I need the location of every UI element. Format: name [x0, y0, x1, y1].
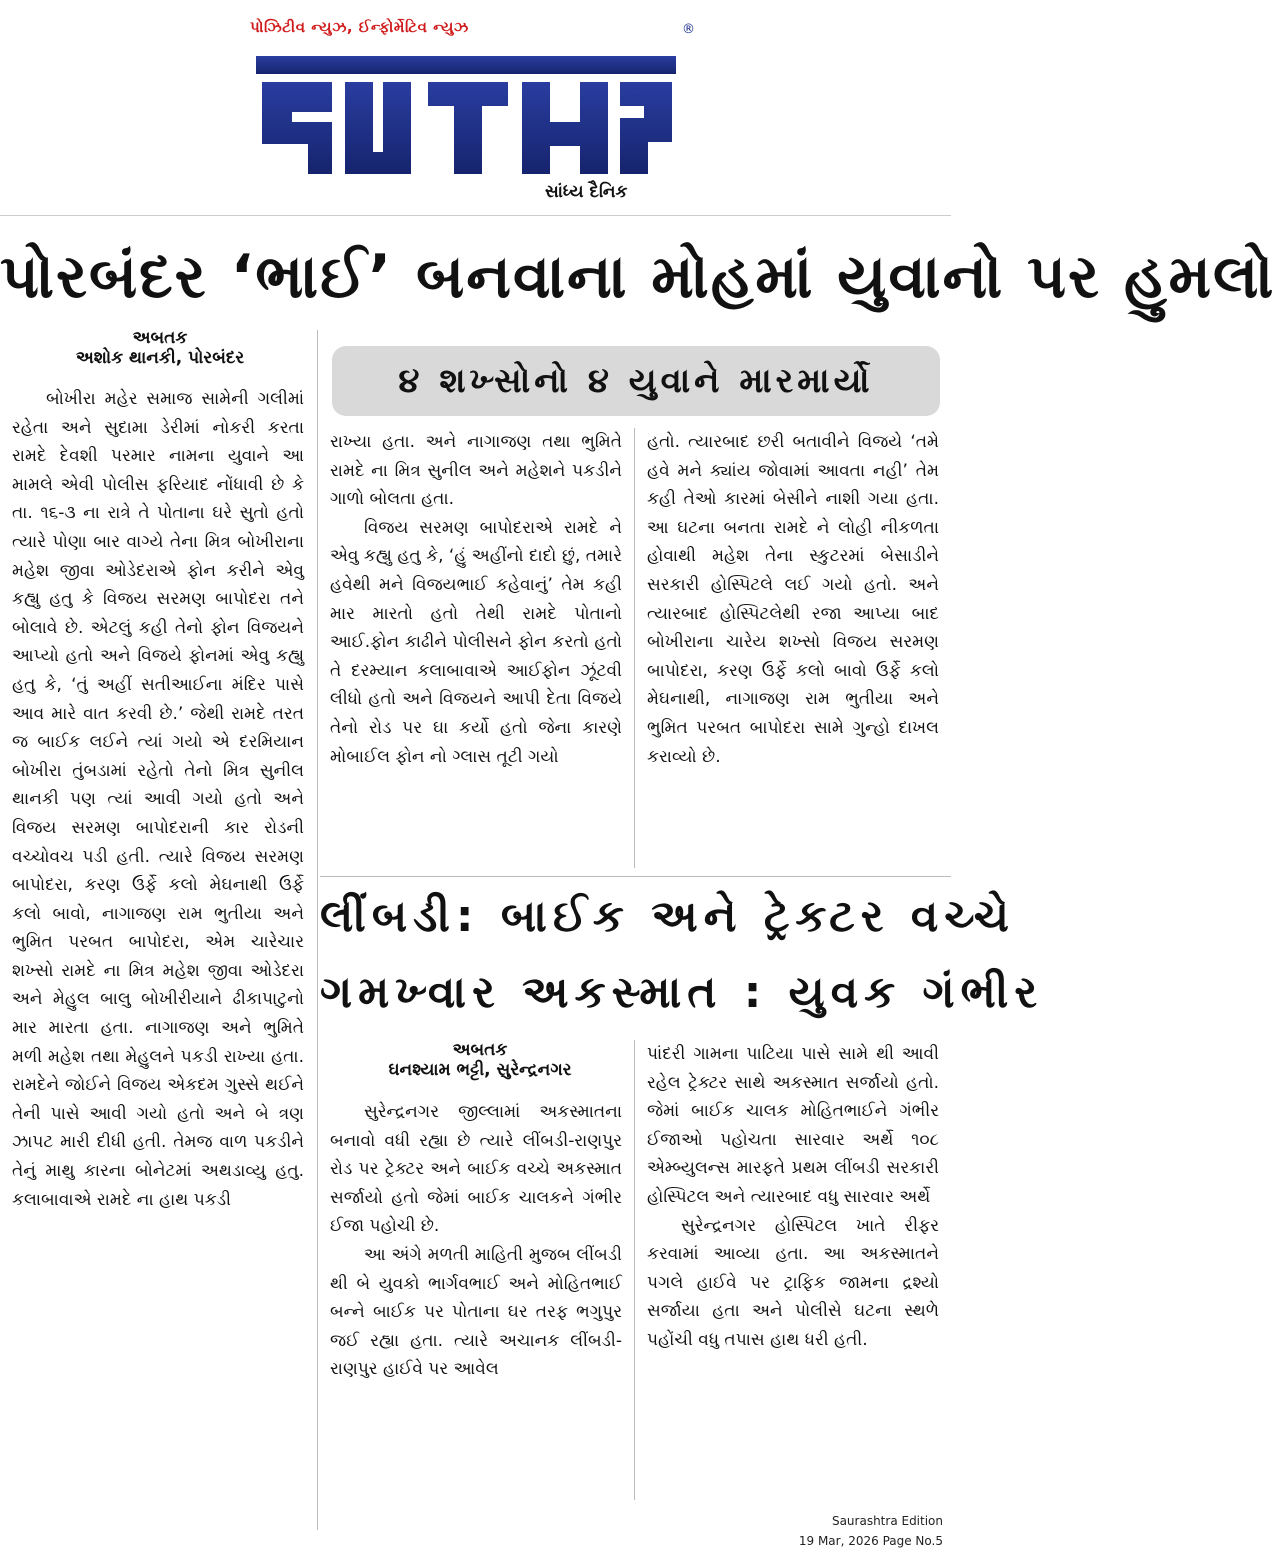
column-divider	[634, 428, 635, 868]
paragraph: બોખીરા મહેર સમાજ સામેની ગલીમાં રહેતા અને સુદામા ડેરીમાં નોકરી કરતા રામદે દેવશી પરમાર નામના યુવાને આ મામલે એવી પોલીસ ફરિયાદ નોંધાવી છે કે તા. ૧૬-૩ ના રાત્રે તે પોતાના ઘરે સુતો હતો ત્યારે પોણા બાર વાગ્યે તેના મિત્ર બોખીરાના મહેશ જીવા ઓડેદરાએ ફોન કરીને એવુ કહ્યુ હતુ કે વિજય સરમણ બાપોદરા તને બોલાવે છે. એટલું કહી તેનો ફોન વિજયને આપ્યો હતો અને વિજયે ફોનમાં એવુ કહ્યુ હતુ કે, ‘તું અહીં સતીઆઈના મંદિર પાસે આવ મારે વાત કરવી છે.’ જેથી રામદે તરત જ બાઈક લઈને ત્યાં ગયો એ દરમિયાન બોખીરા તુંબડામાં રહેતો તેનો મિત્ર સુનીલ થાનકી પણ ત્યાં આવી ગયો હતો અને વિજય સરમણ બાપોદરાની કાર રોડની વચ્ચોવચ પડી હતી. ત્યારે વિજય સરમણ બાપોદરા, કરણ ઉર્ફે કલો મેઘનાથી ઉર્ફે કલો બાવો, નાગાજણ રામ ભુતીયા અને ભુમિત પરબત બાપોદરા, એમ ચારેચાર શખ્સો રામદે ના મિત્ર મહેશ જીવા ઓડેદરા અને મેહુલ બાલુ બોખીરીયાને ઢીકાપાટુનો માર મારતા હતા. નાગાજણ અને ભુમિતે મળી મહેશ તથા મેહુલને પકડી રાખ્યા હતા. રામદેને જોઈને વિજય એકદમ ગુસ્સે થઈને તેની પાસે આવી ગયો હતો અને બે ત્રણ ઝાપટ મારી દીધી હતી. તેમજ વાળ પકડીને તેનું માથુ કારના બોનેટમાં અથડાવ્યુ હતુ. કલાબાવાએ રામદે ના હાથ પકડી	[12, 389, 304, 1210]
byline-name: ઘનશ્યામ ભટ્ટી, સુરેન્દ્રનગર	[388, 1060, 572, 1080]
masthead-divider	[0, 215, 951, 216]
footer-edition: Saurashtra Edition	[831, 1514, 943, 1528]
byline-name: અશોક થાનકી, પોરબંદર	[75, 348, 245, 368]
footer-date-page: 19 Mar, 2026 Page No.5	[798, 1534, 943, 1548]
story2-headline-line2: ગમખ્વાર અકસ્માત : યુવક ગંભીર	[320, 967, 1044, 1018]
paragraph: રાખ્યા હતા. અને નાગાજણ તથા ભુમિતે રામદે ના મિત્ર સુનીલ અને મહેશને પકડીને ગાળો બોલતા હતા.	[330, 432, 622, 510]
story1-column-2	[330, 428, 622, 868]
story2-byline	[330, 1040, 630, 1080]
story-divider	[320, 876, 951, 877]
byline-org: અબતક	[452, 1040, 508, 1060]
paragraph: સુરેન્દ્રનગર જીલ્લામાં અકસ્માતના બનાવો વધી રહ્યા છે ત્યારે લીંબડી-રાણપુર રોડ પર ટ્રેક્ટર અને બાઈક વચ્ચે અકસ્માત સર્જાયો હતો જેમાં બાઈક ચાલકને ગંભીર ઈજા પહોચી છે.	[330, 1102, 622, 1237]
story1-headline: પોરબંદર ‘ભાઈ’ બનવાના મોહમાં યુવાનો પર હુમલો	[0, 242, 1275, 312]
story1-subhead: ૪ શખ્સોનો ૪ યુવાને મારમાર્યો	[332, 346, 940, 416]
edition-type: સાંધ્ય દૈનિક	[545, 182, 628, 202]
story2-column-2	[647, 1040, 939, 1510]
newspaper-logo	[250, 42, 690, 182]
masthead-tagline: પોઝિટીવ ન્યુઝ, ઈન્ફોર્મેટિવ ન્યુઝ	[250, 18, 469, 36]
story1-byline	[10, 328, 310, 368]
paragraph: પાંદરી ગામના પાટિયા પાસે સામે થી આવી રહેલ ટ્રેક્ટર સાથે અકસ્માત સર્જાયો હતો. જેમાં બાઈક ચાલક મોહિતભાઈને ગંભીર ઈજાઓ પહોચતા સારવાર અર્થે ૧૦૮ એમ્બ્યુલન્સ મારફતે પ્રથમ લીંબડી સરકારી હોસ્પિટલ અને ત્યારબાદ વધુ સારવાર અર્થે	[647, 1044, 939, 1207]
byline-org: અબતક	[132, 328, 188, 348]
paragraph: સુરેન્દ્રનગર હોસ્પિટલ ખાતે રીફર કરવામાં આવ્યા હતા. આ અકસ્માતને પગલે હાઈવે પર ટ્રાફિક જામના દ્રશ્યો સર્જાયા હતા અને પોલીસે ઘટના સ્થળે પહોંચી વધુ તપાસ હાથ ધરી હતી.	[647, 1215, 939, 1350]
story2-headline-line1: લીંબડી: બાઈક અને ટ્રેક્ટર વચ્ચે	[320, 891, 1016, 942]
paragraph: હતો. ત્યારબાદ છરી બતાવીને વિજયે ‘તમે હવે મને ક્યાંય જોવામાં આવતા નહી’ તેમ કહી તેઓ કારમાં બેસીને નાશી ગયા હતા. આ ઘટના બનતા રામદે ને લોહી નીકળતા હોવાથી મહેશ તેના સ્કુટરમાં બેસાડીને સરકારી હોસ્પિટલે લઈ ગયો હતો. અને ત્યારબાદ હોસ્પિટલેથી રજા આપ્યા બાદ બોખીરાના ચારેય શખ્સો વિજય સરમણ બાપોદરા, કરણ ઉર્ફે કલો બાવો ઉર્ફે કલો મેઘનાથી, નાગાજણ રામ ભુતીયા અને ભુમિત પરબત બાપોદરા સામે ગુન્હો દાખલ કરાવ્યો છે.	[647, 432, 939, 767]
story1-column-3	[647, 428, 939, 868]
masthead	[0, 0, 951, 215]
story2-column-1	[330, 1098, 622, 1498]
paragraph: વિજય સરમણ બાપોદરાએ રામદે ને એવુ કહ્યુ હતુ કે, ‘હું અહીંનો દાદો છું, તમારે હવેથી મને વિજયભાઈ કહેવાનું’ તેમ કહી માર મારતો હતો તેથી રામદે પોતાનો આઈ.ફોન કાઢીને પોલીસને ફોન કરતો હતો તે દરમ્યાન કલાબાવાએ આઈફોન ઝૂંટવી લીધો હતો અને વિજયને આપી દેતા વિજયે તેનો રોડ પર ઘા કર્યો હતો જેના કારણે મોબાઈલ ફોન નો ગ્લાસ તૂટી ગયો	[330, 517, 623, 767]
paragraph: આ અંગે મળતી માહિતી મુજબ લીંબડી થી બે યુવકો ભાર્ગવભાઈ અને મોહિતભાઈ બન્ને બાઈક પર પોતાના ઘર તરફ ભગુપુર જઈ રહ્યા હતા. ત્યારે અચાનક લીંબડી-રાણપુર હાઈવે પર આવેલ	[330, 1244, 622, 1380]
story1-column-1	[12, 385, 304, 1525]
column-divider	[317, 330, 318, 1530]
column-divider	[634, 1040, 635, 1500]
registered-mark: ®	[682, 22, 695, 37]
